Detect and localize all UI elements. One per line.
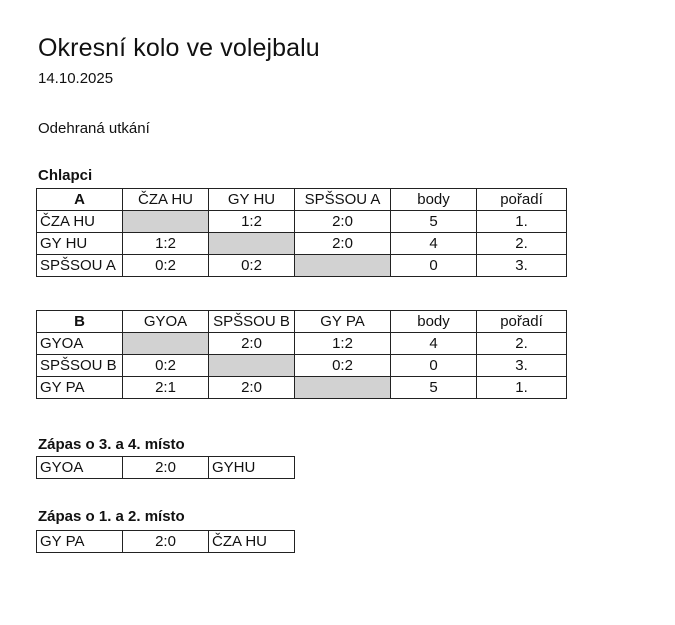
- team-name: ČZA HU: [37, 211, 123, 233]
- column-header: pořadí: [477, 189, 567, 211]
- score-cell: 2:1: [123, 377, 209, 399]
- column-header: GYOA: [123, 311, 209, 333]
- match-3-4-table: [36, 456, 295, 479]
- group-b-table: [36, 310, 567, 399]
- empty-cell: [123, 211, 209, 233]
- page-title: Okresní kolo ve volejbalu: [38, 34, 320, 62]
- empty-cell: [295, 255, 391, 277]
- table-row: [37, 211, 567, 233]
- column-header: SPŠSOU B: [209, 311, 295, 333]
- rank-cell: 2.: [477, 233, 567, 255]
- team-name: GYOA: [37, 333, 123, 355]
- empty-cell: [295, 377, 391, 399]
- score-cell: 2:0: [295, 211, 391, 233]
- table-row: [37, 457, 295, 479]
- empty-cell: [209, 355, 295, 377]
- group-a-table: [36, 188, 567, 277]
- points-cell: 0: [391, 255, 477, 277]
- column-header: pořadí: [477, 311, 567, 333]
- rank-cell: 1.: [477, 377, 567, 399]
- score-cell: 2:0: [209, 377, 295, 399]
- team-name: SPŠSOU B: [37, 355, 123, 377]
- score-cell: 2:0: [209, 333, 295, 355]
- score-cell: 1:2: [123, 233, 209, 255]
- score-cell: 1:2: [209, 211, 295, 233]
- table-row: [37, 377, 567, 399]
- column-header: GY PA: [295, 311, 391, 333]
- group-label: B: [37, 311, 123, 333]
- column-header: ČZA HU: [123, 189, 209, 211]
- points-cell: 4: [391, 233, 477, 255]
- score-cell: 0:2: [123, 355, 209, 377]
- team-name: SPŠSOU A: [37, 255, 123, 277]
- played-matches-label: Odehraná utkání: [38, 120, 150, 137]
- points-cell: 0: [391, 355, 477, 377]
- team-name: GY HU: [37, 233, 123, 255]
- group-label: A: [37, 189, 123, 211]
- team-name: GY PA: [37, 377, 123, 399]
- table-row: [37, 531, 295, 553]
- home-team: GY PA: [37, 531, 123, 553]
- away-team: GYHU: [209, 457, 295, 479]
- home-team: GYOA: [37, 457, 123, 479]
- table-row: [37, 333, 567, 355]
- score-cell: 0:2: [209, 255, 295, 277]
- event-date: 14.10.2025: [38, 70, 114, 87]
- table-row: [37, 233, 567, 255]
- match-score: 2:0: [123, 531, 209, 553]
- match-score: 2:0: [123, 457, 209, 479]
- score-cell: 0:2: [123, 255, 209, 277]
- away-team: ČZA HU: [209, 531, 295, 553]
- points-cell: 4: [391, 333, 477, 355]
- rank-cell: 1.: [477, 211, 567, 233]
- boys-label: Chlapci: [38, 167, 93, 184]
- rank-cell: 3.: [477, 255, 567, 277]
- points-cell: 5: [391, 211, 477, 233]
- score-cell: 2:0: [295, 233, 391, 255]
- table-header-row: [37, 189, 567, 211]
- table-row: [37, 255, 567, 277]
- rank-cell: 3.: [477, 355, 567, 377]
- match-1-2-table: [36, 530, 295, 553]
- empty-cell: [209, 233, 295, 255]
- column-header: SPŠSOU A: [295, 189, 391, 211]
- column-header: body: [391, 189, 477, 211]
- rank-cell: 2.: [477, 333, 567, 355]
- score-cell: 1:2: [295, 333, 391, 355]
- match-3-4-label: Zápas o 3. a 4. místo: [38, 436, 185, 453]
- table-header-row: [37, 311, 567, 333]
- score-cell: 0:2: [295, 355, 391, 377]
- column-header: GY HU: [209, 189, 295, 211]
- match-1-2-label: Zápas o 1. a 2. místo: [38, 508, 185, 525]
- points-cell: 5: [391, 377, 477, 399]
- table-row: [37, 355, 567, 377]
- empty-cell: [123, 333, 209, 355]
- column-header: body: [391, 311, 477, 333]
